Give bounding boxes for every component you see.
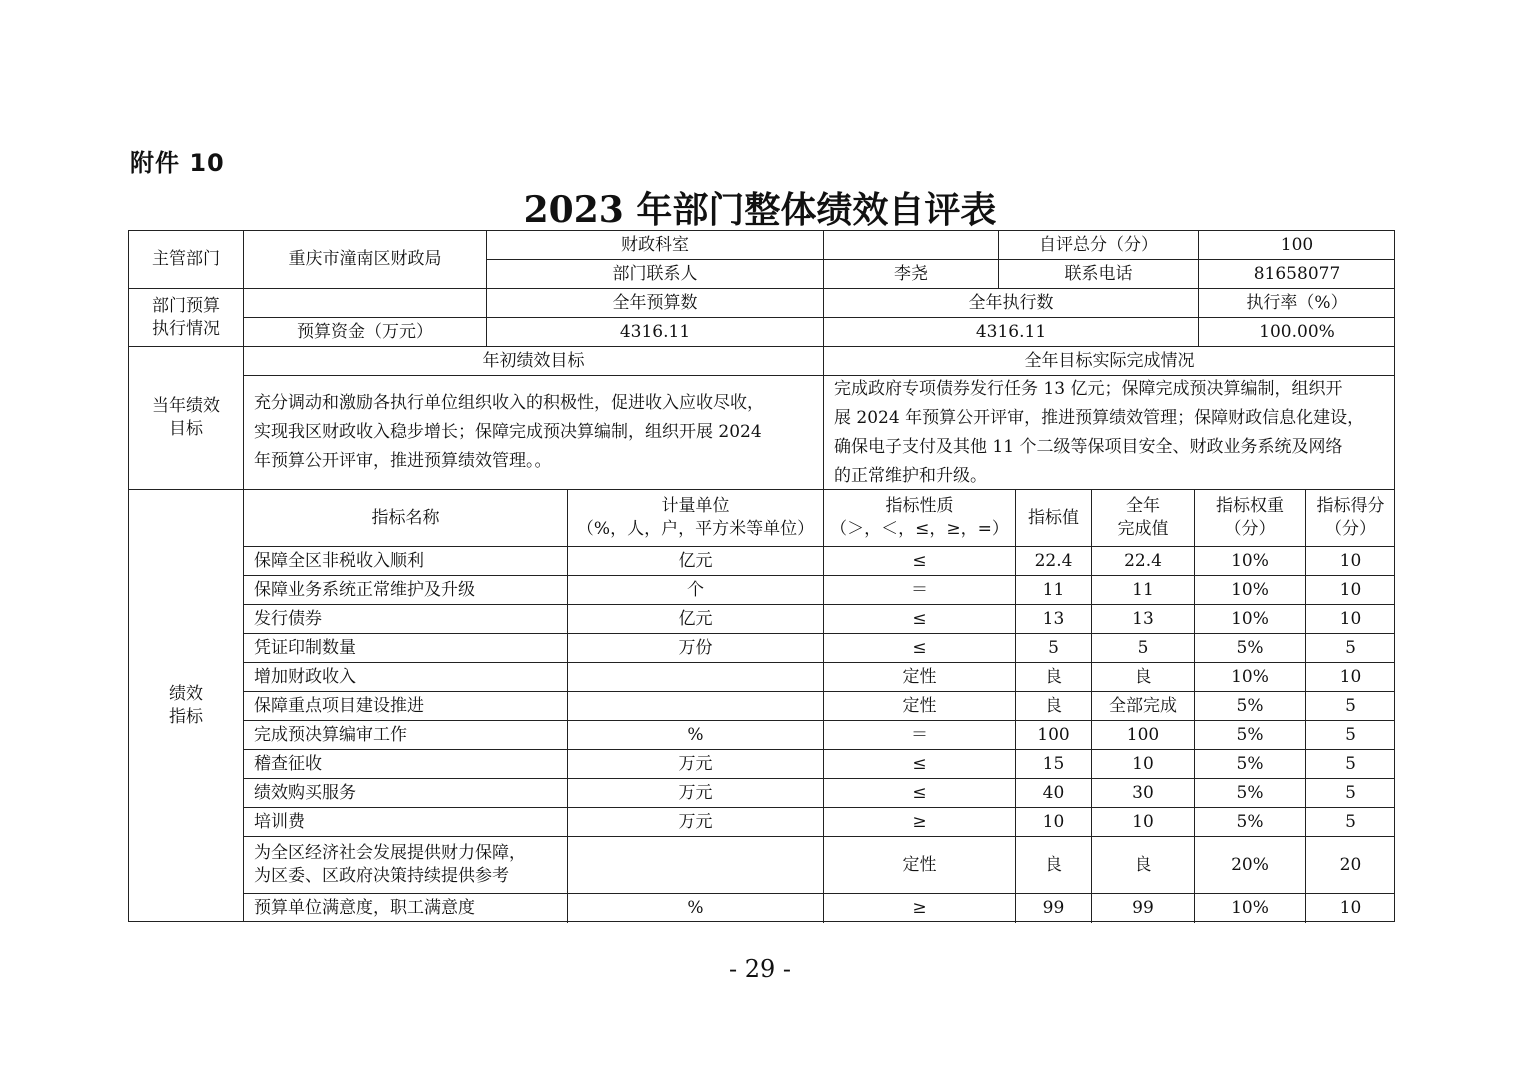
annual-exec-label: 全年执行数	[968, 292, 1054, 313]
actual-goal-text-cell	[824, 376, 1395, 490]
indicator-target: 5	[1048, 637, 1059, 658]
indicator-weight: 10%	[1231, 666, 1269, 687]
col-header-nature	[824, 490, 1016, 547]
indicator-cell-actual	[1092, 576, 1195, 605]
indicator-cell-name	[244, 576, 568, 605]
indicator-cell-unit	[568, 605, 824, 634]
indicator-cell-target	[1016, 750, 1092, 779]
indicator-cell-actual	[1092, 837, 1195, 894]
indicator-unit: 万份	[678, 637, 713, 658]
indicator-name-lines	[254, 842, 526, 888]
indicator-unit: 万元	[678, 811, 713, 832]
phone-value-cell	[1199, 260, 1395, 289]
indicator-name-line: 为全区经济社会发展提供财力保障，	[254, 843, 526, 864]
indicator-score: 10	[1339, 608, 1362, 629]
indicator-name: 绩效购买服务	[254, 782, 356, 803]
indicator-cell-weight	[1195, 634, 1306, 663]
indicator-cell-nature	[824, 576, 1016, 605]
indicator-cell-score	[1306, 692, 1395, 721]
dept-label: 主管部门	[152, 249, 220, 270]
indicator-target: 良	[1045, 666, 1062, 687]
col-header-weight	[1195, 490, 1306, 547]
indicator-cell-actual	[1092, 721, 1195, 750]
indicator-weight: 10%	[1231, 898, 1269, 919]
indicator-nature: ＝	[911, 724, 928, 745]
indicator-cell-unit	[568, 750, 824, 779]
indicator-unit: 个	[687, 579, 704, 600]
indicator-unit: 亿元	[678, 550, 713, 571]
annual-budget-label-cell	[487, 289, 824, 318]
col-header-nature-line2: （＞，＜，≤，≥，=）	[830, 519, 1009, 539]
indicator-nature: 定性	[902, 854, 937, 875]
indicator-cell-score	[1306, 779, 1395, 808]
indicator-cell-name	[244, 663, 568, 692]
indicators-label-line2: 指标	[169, 707, 203, 727]
indicator-cell-unit	[568, 663, 824, 692]
indicator-unit: 万元	[678, 782, 713, 803]
indicator-nature: ≤	[912, 782, 927, 803]
indicator-cell-score	[1306, 894, 1395, 923]
initial-goal-line: 年预算公开评审，推进预算绩效管理。。	[254, 451, 552, 471]
indicator-score: 5	[1345, 724, 1356, 745]
indicator-cell-nature	[824, 837, 1016, 894]
indicator-weight: 20%	[1231, 854, 1269, 875]
indicator-cell-score	[1306, 605, 1395, 634]
indicator-name: 保障业务系统正常维护及升级	[254, 579, 475, 600]
office-blank-cell	[824, 231, 999, 260]
fund-label: 预算资金（万元）	[297, 321, 433, 342]
indicator-cell-unit	[568, 779, 824, 808]
budget-label-cell	[129, 289, 244, 347]
indicator-nature: ≤	[912, 637, 927, 658]
indicator-cell-weight	[1195, 808, 1306, 837]
indicator-cell-weight	[1195, 721, 1306, 750]
indicator-cell-score	[1306, 808, 1395, 837]
indicator-name-line: 为区委、区政府决策持续提供参考	[254, 866, 509, 886]
indicator-score: 10	[1339, 579, 1362, 600]
indicator-cell-target	[1016, 605, 1092, 634]
page-title: 2023 年部门整体绩效自评表	[523, 189, 997, 231]
indicator-cell-name	[244, 837, 568, 894]
exec-rate-label-cell	[1199, 289, 1395, 318]
indicator-actual: 11	[1132, 579, 1154, 600]
indicators-label-line1: 绩效	[169, 684, 203, 705]
indicator-unit: %	[687, 724, 704, 745]
indicator-cell-score	[1306, 721, 1395, 750]
actual-goal-line: 完成政府专项债券发行任务 13 亿元；保障完成预决算编制，组织开	[834, 378, 1343, 399]
indicator-cell-target	[1016, 837, 1092, 894]
col-header-score-line2: （分）	[1325, 519, 1376, 539]
indicator-cell-weight	[1195, 779, 1306, 808]
indicator-cell-weight	[1195, 750, 1306, 779]
indicator-target: 10	[1042, 811, 1065, 832]
indicator-nature: ＝	[911, 579, 928, 600]
goals-label-line2: 目标	[169, 419, 203, 439]
indicator-actual: 良	[1134, 854, 1152, 875]
indicator-cell-score	[1306, 547, 1395, 576]
col-header-actual-line1: 全年	[1126, 496, 1160, 517]
indicator-cell-target	[1016, 721, 1092, 750]
indicator-actual: 100	[1126, 724, 1160, 745]
indicator-name: 完成预决算编审工作	[254, 724, 407, 745]
indicator-cell-name	[244, 894, 568, 923]
indicator-cell-name	[244, 808, 568, 837]
col-header-score-line1: 指标得分	[1316, 496, 1385, 517]
indicator-cell-nature	[824, 605, 1016, 634]
col-header-name-text: 指标名称	[371, 507, 440, 528]
annual-budget-value: 4316.11	[619, 321, 691, 342]
actual-goal-line: 的正常维护和升级。	[834, 465, 987, 486]
indicator-cell-unit	[568, 808, 824, 837]
indicator-cell-score	[1306, 663, 1395, 692]
indicator-weight: 5%	[1236, 753, 1264, 774]
annual-exec-value: 4316.11	[975, 321, 1047, 342]
indicator-score: 20	[1339, 854, 1362, 875]
col-header-score	[1306, 490, 1395, 547]
annual-budget-label: 全年预算数	[612, 292, 698, 313]
indicator-weight: 10%	[1231, 550, 1269, 571]
indicator-actual: 22.4	[1124, 550, 1162, 571]
indicator-cell-nature	[824, 721, 1016, 750]
indicator-target: 15	[1042, 753, 1065, 774]
indicator-cell-actual	[1092, 779, 1195, 808]
indicator-nature: ≤	[912, 608, 927, 629]
col-header-nature-line1: 指标性质	[885, 496, 954, 517]
actual-goal-line: 展 2024 年预算公开评审，推进预算绩效管理；保障财政信息化建设，	[834, 407, 1365, 428]
fund-label-cell	[244, 318, 487, 347]
indicator-cell-actual	[1092, 634, 1195, 663]
indicator-name: 保障全区非税收入顺利	[254, 550, 424, 571]
col-header-actual-line2: 完成值	[1117, 519, 1169, 539]
indicator-name: 发行债券	[254, 608, 322, 629]
actual-goal-header: 全年目标实际完成情况	[1024, 350, 1195, 371]
indicator-cell-weight	[1195, 692, 1306, 721]
indicator-cell-target	[1016, 779, 1092, 808]
indicator-cell-target	[1016, 547, 1092, 576]
indicator-actual: 全部完成	[1109, 695, 1177, 716]
phone-value: 81658077	[1253, 263, 1341, 284]
indicator-cell-target	[1016, 576, 1092, 605]
indicator-target: 良	[1045, 854, 1062, 875]
annual-exec-label-cell	[824, 289, 1199, 318]
indicator-cell-unit	[568, 721, 824, 750]
indicator-cell-weight	[1195, 663, 1306, 692]
indicator-cell-name	[244, 750, 568, 779]
actual-goal-header-cell	[824, 347, 1395, 376]
indicator-weight: 10%	[1231, 608, 1269, 629]
initial-goal-header: 年初绩效目标	[482, 350, 585, 371]
exec-rate-value-cell	[1199, 318, 1395, 347]
indicator-cell-actual	[1092, 547, 1195, 576]
contact-label-cell	[487, 260, 824, 289]
contact-label: 部门联系人	[612, 263, 698, 284]
col-header-unit-line2: （%，人，户，平方米等单位）	[576, 519, 815, 539]
indicator-cell-name	[244, 634, 568, 663]
indicator-cell-unit	[568, 692, 824, 721]
indicator-name: 预算单位满意度，职工满意度	[254, 898, 475, 919]
indicator-cell-name	[244, 779, 568, 808]
indicator-cell-score	[1306, 634, 1395, 663]
indicator-weight: 5%	[1236, 782, 1264, 803]
indicator-cell-target	[1016, 663, 1092, 692]
indicator-cell-target	[1016, 692, 1092, 721]
indicator-name: 增加财政收入	[254, 666, 356, 687]
indicator-weight: 10%	[1231, 579, 1269, 600]
actual-goal-line: 确保电子支付及其他 11 个二级等保项目安全、财政业务系统及网络	[834, 436, 1343, 457]
initial-goal-header-cell	[244, 347, 824, 376]
indicator-cell-weight	[1195, 605, 1306, 634]
indicator-nature: ≤	[912, 550, 927, 571]
indicator-actual: 30	[1132, 782, 1154, 803]
indicator-name: 培训费	[254, 811, 305, 832]
indicator-score: 5	[1345, 753, 1356, 774]
indicator-cell-unit	[568, 576, 824, 605]
indicator-cell-score	[1306, 750, 1395, 779]
indicators-label-cell	[129, 490, 244, 922]
indicator-cell-weight	[1195, 576, 1306, 605]
budget-label-line2: 执行情况	[152, 318, 220, 339]
indicator-cell-nature	[824, 634, 1016, 663]
score-value-cell	[1199, 231, 1395, 260]
indicator-cell-actual	[1092, 808, 1195, 837]
initial-goal-line: 实现我区财政收入稳步增长；保障完成预决算编制，组织开展 2024	[254, 422, 762, 442]
indicator-nature: ≤	[912, 753, 927, 774]
indicator-target: 100	[1037, 724, 1070, 745]
score-value: 100	[1280, 234, 1314, 255]
indicator-target: 11	[1042, 579, 1065, 600]
indicator-unit: %	[687, 898, 704, 919]
indicator-actual: 10	[1132, 753, 1154, 774]
exec-rate-value: 100.00%	[1259, 321, 1335, 342]
annual-exec-value-cell	[824, 318, 1199, 347]
indicator-cell-nature	[824, 692, 1016, 721]
indicator-cell-score	[1306, 576, 1395, 605]
exec-rate-label: 执行率（%）	[1246, 292, 1348, 313]
col-header-actual	[1092, 490, 1195, 547]
indicator-actual: 13	[1132, 608, 1154, 629]
indicator-actual: 99	[1132, 898, 1154, 919]
phone-label: 联系电话	[1064, 263, 1133, 284]
indicator-cell-score	[1306, 837, 1395, 894]
indicator-cell-weight	[1195, 894, 1306, 923]
indicator-name: 保障重点项目建设推进	[254, 695, 424, 716]
indicator-cell-nature	[824, 663, 1016, 692]
indicator-actual: 良	[1134, 666, 1152, 687]
indicator-cell-nature	[824, 750, 1016, 779]
col-header-unit	[568, 490, 824, 547]
indicator-score: 10	[1339, 898, 1362, 919]
dept-value-cell	[244, 231, 487, 289]
goals-label-cell	[129, 347, 244, 490]
office-value-cell	[487, 231, 824, 260]
indicator-name: 凭证印制数量	[254, 637, 356, 658]
indicator-cell-nature	[824, 547, 1016, 576]
indicator-target: 40	[1042, 782, 1065, 803]
indicator-unit: 万元	[678, 753, 713, 774]
indicator-cell-target	[1016, 634, 1092, 663]
col-header-target	[1016, 490, 1092, 547]
indicator-cell-nature	[824, 779, 1016, 808]
indicator-actual: 10	[1132, 811, 1154, 832]
indicator-weight: 5%	[1236, 724, 1264, 745]
indicator-score: 5	[1345, 811, 1356, 832]
indicator-cell-actual	[1092, 692, 1195, 721]
dept-label-cell	[129, 231, 244, 289]
indicator-cell-weight	[1195, 547, 1306, 576]
attachment-label: 附件 10	[130, 149, 225, 177]
col-header-name	[244, 490, 568, 547]
indicator-cell-actual	[1092, 750, 1195, 779]
col-header-target-text: 指标值	[1028, 507, 1079, 528]
indicator-target: 99	[1042, 898, 1065, 919]
indicator-target: 13	[1042, 608, 1065, 629]
score-label: 自评总分（分）	[1039, 234, 1158, 255]
indicator-nature: ≥	[912, 898, 927, 919]
contact-value: 李尧	[894, 263, 928, 284]
indicator-cell-actual	[1092, 663, 1195, 692]
self-evaluation-table	[128, 230, 1395, 922]
office-value: 财政科室	[621, 234, 689, 255]
indicator-cell-name	[244, 547, 568, 576]
indicator-weight: 5%	[1236, 695, 1264, 716]
indicator-score: 5	[1345, 782, 1356, 803]
indicator-nature: 定性	[902, 666, 937, 687]
indicator-cell-unit	[568, 547, 824, 576]
indicator-weight: 5%	[1236, 637, 1264, 658]
initial-goal-line: 充分调动和激励各执行单位组织收入的积极性，促进收入应收尽收，	[254, 393, 764, 413]
indicator-cell-unit	[568, 894, 824, 923]
indicator-cell-name	[244, 721, 568, 750]
annual-budget-value-cell	[487, 318, 824, 347]
indicator-cell-weight	[1195, 837, 1306, 894]
indicator-cell-nature	[824, 808, 1016, 837]
indicator-cell-unit	[568, 837, 824, 894]
goals-label-line1: 当年绩效	[152, 396, 220, 417]
indicator-target: 22.4	[1034, 550, 1073, 571]
initial-goal-text-cell	[244, 376, 824, 490]
indicator-weight: 5%	[1236, 811, 1264, 832]
indicator-name: 稽查征收	[254, 753, 322, 774]
indicator-score: 5	[1345, 637, 1356, 658]
indicator-cell-name	[244, 605, 568, 634]
indicator-cell-actual	[1092, 894, 1195, 923]
phone-label-cell	[999, 260, 1199, 289]
indicator-score: 5	[1345, 695, 1356, 716]
indicator-cell-actual	[1092, 605, 1195, 634]
col-header-weight-line2: （分）	[1224, 519, 1276, 539]
indicator-cell-target	[1016, 808, 1092, 837]
score-label-cell	[999, 231, 1199, 260]
budget-blank-cell	[244, 289, 487, 318]
contact-value-cell	[824, 260, 999, 289]
indicator-score: 10	[1339, 550, 1362, 571]
col-header-unit-line1: 计量单位	[661, 496, 730, 517]
budget-label-line1: 部门预算	[152, 295, 220, 316]
indicator-nature: 定性	[902, 695, 937, 716]
indicator-target: 良	[1045, 695, 1062, 716]
indicator-cell-nature	[824, 894, 1016, 923]
page-number: - 29 -	[728, 955, 791, 983]
indicator-nature: ≥	[912, 811, 927, 832]
col-header-weight-line1: 指标权重	[1216, 496, 1284, 517]
indicator-cell-name	[244, 692, 568, 721]
indicator-actual: 5	[1137, 637, 1149, 658]
indicator-unit: 亿元	[678, 608, 713, 629]
indicator-cell-unit	[568, 634, 824, 663]
dept-value: 重庆市潼南区财政局	[288, 249, 442, 270]
indicator-score: 10	[1339, 666, 1362, 687]
indicator-cell-target	[1016, 894, 1092, 923]
